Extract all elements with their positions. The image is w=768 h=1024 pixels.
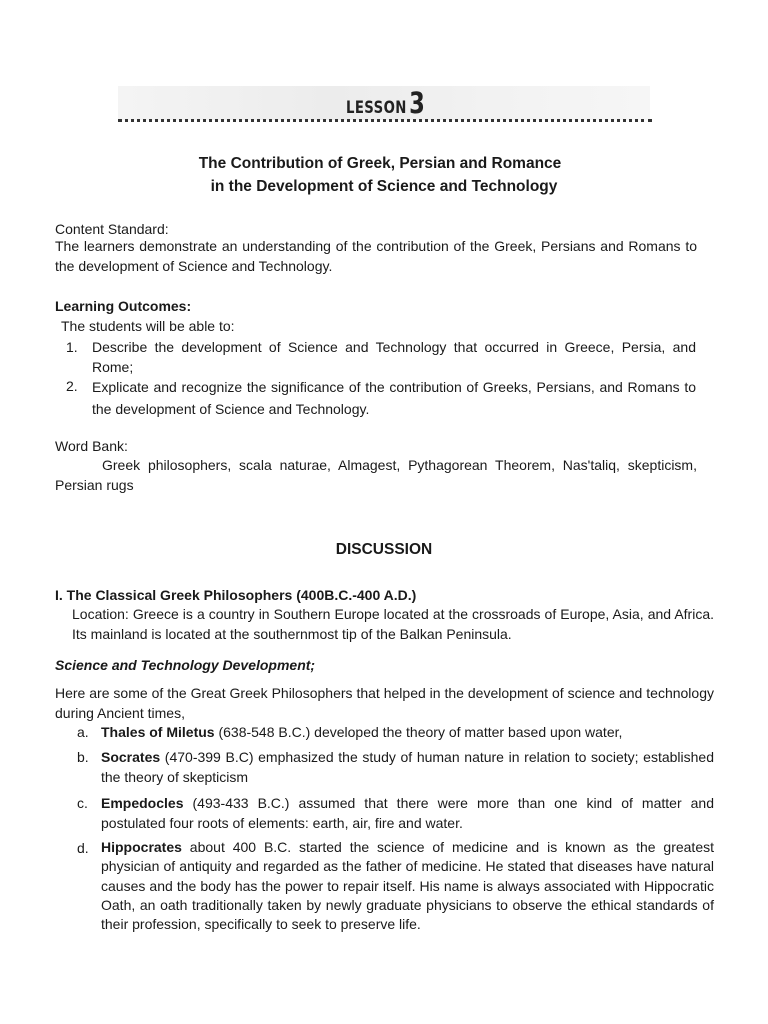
philosopher-letter: b.	[77, 749, 89, 765]
philosopher-text: (470-399 B.C) emphasized the study of human nature in relation to society; established the theory of skepticism	[101, 749, 714, 785]
lesson-word: LESSON	[346, 98, 407, 118]
page-title	[0, 152, 768, 198]
philosopher-item	[101, 793, 714, 833]
philosopher-name: Thales of Miletus	[101, 724, 215, 740]
dotted-divider	[118, 119, 652, 122]
content-standard-label: Content Standard:	[55, 221, 169, 237]
word-bank-label: Word Bank:	[55, 438, 128, 454]
philosopher-letter: d.	[77, 840, 89, 856]
outcome-item: Explicate and recognize the significance of the contribution of Greeks, Persians, and Romans to the development of Science and Technology.	[92, 379, 696, 417]
philosophers-intro: Here are some of the Great Greek Philosophers that helped in the development of science and technology during Ancient times,	[55, 685, 714, 721]
title-line-2: in the Development of Science and Technology	[210, 178, 558, 195]
outcome-item: Describe the development of Science and Technology that occurred in Greece, Persia, and Rome;	[92, 339, 696, 375]
philosopher-letter: c.	[77, 795, 88, 811]
content-standard-text: The learners demonstrate an understanding of the contribution of the Greek, Persians and Romans to the development of Science and Technology.	[55, 238, 697, 274]
section-heading: I. The Classical Greek Philosophers (400B.C.-400 A.D.)	[55, 587, 417, 603]
location-text: Location: Greece is a country in Southern Europe located at the crossroads of Europe, Asia, and Africa. Its mainland is located at the southernmost tip of the Balkan Peninsula.	[72, 606, 714, 642]
outcome-number: 1.	[66, 339, 78, 355]
philosopher-name: Socrates	[101, 749, 161, 765]
learning-outcomes-intro: The students will be able to:	[61, 318, 235, 334]
title-line-1: The Contribution of Greek, Persian and Romance	[198, 155, 562, 172]
lesson-heading	[346, 86, 425, 120]
lesson-number: 3	[409, 86, 426, 120]
philosopher-name: Empedocles	[101, 795, 184, 811]
philosopher-text: (638-548 B.C.) developed the theory of matter based upon water,	[214, 724, 623, 740]
philosopher-item	[101, 747, 714, 787]
subheading: Science and Technology Development;	[55, 657, 316, 673]
philosopher-text: (493-433 B.C.) assumed that there were more than one kind of matter and postulated four roots of elements: earth, air, fire and water.	[101, 795, 714, 831]
discussion-heading: DISCUSSION	[335, 541, 433, 558]
philosopher-name: Hippocrates	[101, 839, 182, 855]
word-bank-text: Greek philosophers, scala naturae, Almagest, Pythagorean Theorem, Nas'taliq, skepticism, Persian rugs	[55, 457, 697, 493]
philosopher-item	[101, 838, 714, 934]
learning-outcomes-label: Learning Outcomes:	[55, 298, 192, 314]
philosopher-item	[101, 722, 714, 742]
philosopher-text: about 400 B.C. started the science of medicine and is known as the greatest physician of antiquity and regarded as the father of medicine. He stated that diseases have natural causes and the body has the power to repair itself. His name is always associated with Hippocratic Oath, an oath traditionally taken by newly graduate physicians to observe the ethical standards of their profession, specifically to seek to preserve life.	[101, 839, 714, 933]
philosopher-letter: a.	[77, 724, 89, 740]
outcome-number: 2.	[66, 378, 78, 394]
